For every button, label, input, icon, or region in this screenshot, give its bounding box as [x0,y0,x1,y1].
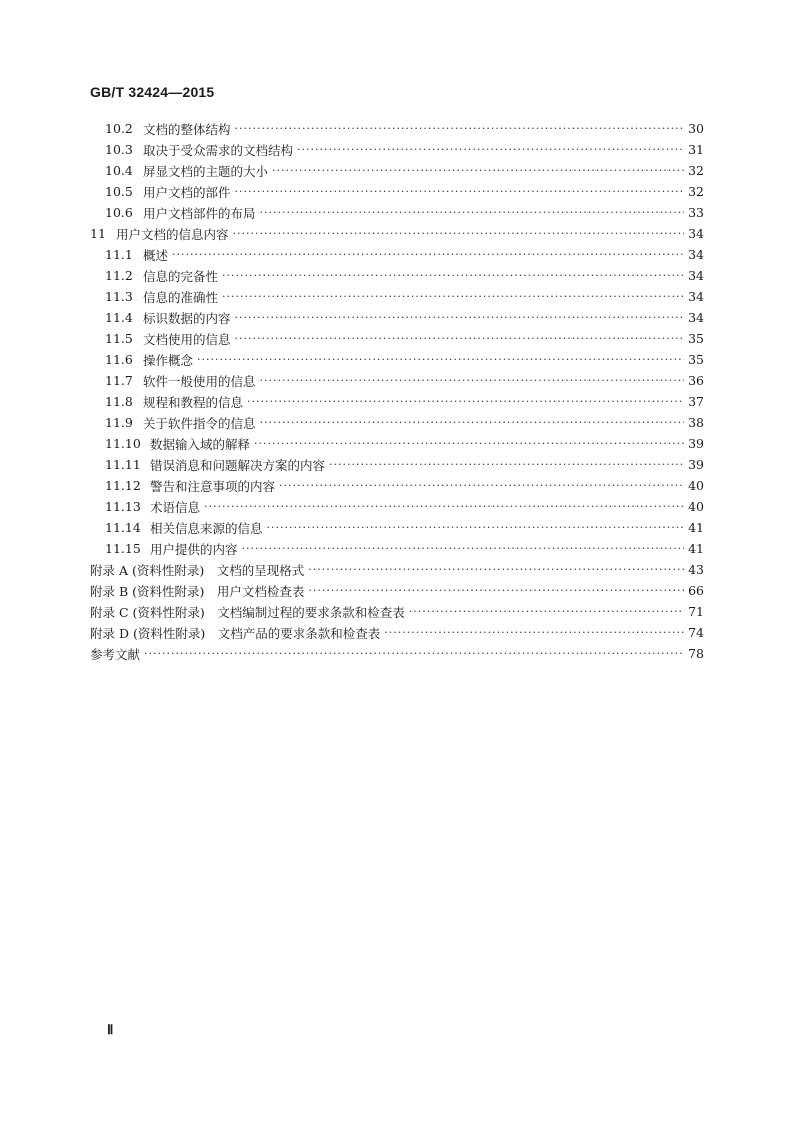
toc-entry-title: 用户文档的信息内容 [116,226,229,242]
toc-leader-dots [233,227,684,240]
toc-entry-title: 取决于受众需求的文档结构 [143,142,294,158]
toc-entry-number: 11.2 [105,268,133,283]
toc-entry-page: 32 [688,184,704,199]
toc-entry-page: 66 [688,583,704,598]
toc-entry-page: 74 [688,625,704,640]
toc-entry-number: 11.1 [105,247,133,262]
toc-leader-dots [235,122,684,135]
toc-entry-number: 10.3 [105,142,133,157]
toc-entry[interactable] [90,454,704,475]
toc-leader-dots [144,647,684,660]
toc-leader-dots [222,269,684,282]
toc-entry[interactable] [90,160,704,181]
toc-entry-page: 39 [688,457,704,472]
toc-entry-title: 相关信息来源的信息 [150,520,263,536]
toc-entry-title: 规程和教程的信息 [143,394,244,410]
toc-entry-page: 33 [688,205,704,220]
toc-entry-title: 用户文档部件的布局 [143,205,256,221]
toc-entry-page: 71 [688,604,704,619]
toc-entry-title: 关于软件指令的信息 [143,415,256,431]
toc-leader-dots [204,500,684,513]
standard-code-header: GB/T 32424—2015 [90,84,215,100]
toc-entry-page: 39 [688,436,704,451]
toc-entry-number: 11 [90,226,106,241]
toc-entry[interactable] [90,643,704,664]
toc-entry-page: 34 [688,289,704,304]
toc-entry-page: 35 [688,352,704,367]
toc-entry-title: 信息的准确性 [143,289,219,305]
toc-entry[interactable] [90,601,704,622]
toc-leader-dots [260,374,684,387]
toc-entry-number: 11.3 [105,289,133,304]
toc-entry-title: 数据输入域的解释 [150,436,251,452]
toc-entry-number: 11.7 [105,373,133,388]
toc-entry-page: 32 [688,163,704,178]
toc-entry[interactable] [90,433,704,454]
toc-leader-dots [260,416,684,429]
toc-entry-title: 参考文献 [90,646,141,662]
toc-entry-page: 41 [688,520,704,535]
toc-entry-page: 40 [688,478,704,493]
toc-entry-page: 78 [688,646,704,661]
toc-entry-title: 附录 B (资料性附录) 用户文档检查表 [90,583,305,599]
toc-leader-dots [409,605,684,618]
toc-leader-dots [279,479,684,492]
table-of-contents [90,118,704,664]
toc-entry-page: 37 [688,394,704,409]
toc-entry[interactable] [90,118,704,139]
toc-entry-page: 41 [688,541,704,556]
toc-entry-page: 40 [688,499,704,514]
toc-entry-title: 屏显文档的主题的大小 [143,163,269,179]
toc-entry[interactable] [90,181,704,202]
toc-entry-title: 概述 [143,247,169,263]
toc-entry-page: 38 [688,415,704,430]
toc-entry[interactable] [90,202,704,223]
toc-entry-number: 11.9 [105,415,133,430]
toc-leader-dots [260,206,684,219]
toc-entry-number: 11.13 [105,499,141,514]
toc-leader-dots [297,143,684,156]
toc-entry[interactable] [90,286,704,307]
toc-entry-number: 11.14 [105,520,141,535]
toc-entry-title: 警告和注意事项的内容 [150,478,276,494]
toc-entry[interactable] [90,391,704,412]
toc-entry[interactable] [90,223,704,244]
toc-entry[interactable] [90,307,704,328]
toc-leader-dots [222,290,684,303]
toc-leader-dots [247,395,684,408]
toc-entry-number: 11.5 [105,331,133,346]
toc-leader-dots [172,248,684,261]
toc-entry-page: 34 [688,268,704,283]
toc-entry-page: 36 [688,373,704,388]
toc-entry-page: 34 [688,226,704,241]
toc-entry-title: 附录 D (资料性附录) 文档产品的要求条款和检查表 [90,625,381,641]
toc-entry-page: 43 [688,562,704,577]
toc-entry-title: 文档使用的信息 [143,331,231,347]
toc-entry-title: 用户提供的内容 [150,541,238,557]
toc-entry-number: 11.11 [105,457,141,472]
toc-leader-dots [254,437,684,450]
toc-entry-page: 30 [688,121,704,136]
toc-entry[interactable] [90,475,704,496]
toc-entry[interactable] [90,328,704,349]
toc-entry-page: 34 [688,247,704,262]
toc-entry-title: 文档的整体结构 [143,121,231,137]
toc-leader-dots [235,311,684,324]
toc-leader-dots [242,542,684,555]
toc-leader-dots [272,164,684,177]
toc-entry-title: 信息的完备性 [143,268,219,284]
toc-entry[interactable] [90,139,704,160]
toc-entry[interactable] [90,349,704,370]
toc-leader-dots [329,458,684,471]
page-number-footer: Ⅱ [107,1022,114,1037]
toc-entry[interactable] [90,517,704,538]
toc-entry-number: 11.4 [105,310,133,325]
toc-entry[interactable] [90,538,704,559]
toc-entry-title: 错误消息和问题解决方案的内容 [150,457,326,473]
toc-entry-number: 10.2 [105,121,133,136]
toc-entry-number: 11.15 [105,541,141,556]
toc-entry[interactable] [90,622,704,643]
toc-leader-dots [235,332,684,345]
toc-entry-title: 附录 A (资料性附录) 文档的呈现格式 [90,562,305,578]
toc-entry[interactable] [90,412,704,433]
toc-entry[interactable] [90,580,704,601]
toc-entry-title: 标识数据的内容 [143,310,231,326]
toc-entry-page: 34 [688,310,704,325]
toc-entry-title: 术语信息 [150,499,201,515]
toc-entry-title: 用户文档的部件 [143,184,231,200]
toc-entry-title: 操作概念 [143,352,194,368]
toc-entry[interactable] [90,496,704,517]
toc-leader-dots [308,584,684,597]
toc-leader-dots [267,521,684,534]
toc-leader-dots [197,353,684,366]
toc-entry-number: 10.6 [105,205,133,220]
toc-entry-number: 11.10 [105,436,141,451]
toc-leader-dots [235,185,684,198]
toc-entry-number: 10.5 [105,184,133,199]
toc-leader-dots [384,626,684,639]
toc-entry-page: 35 [688,331,704,346]
toc-entry[interactable] [90,244,704,265]
toc-entry[interactable] [90,265,704,286]
toc-entry-number: 10.4 [105,163,133,178]
toc-entry-number: 11.6 [105,352,133,367]
toc-entry[interactable] [90,559,704,580]
toc-entry-page: 31 [688,142,704,157]
toc-entry[interactable] [90,370,704,391]
toc-leader-dots [308,563,684,576]
toc-entry-number: 11.12 [105,478,141,493]
toc-entry-title: 软件一般使用的信息 [143,373,256,389]
toc-entry-number: 11.8 [105,394,133,409]
toc-entry-title: 附录 C (资料性附录) 文档编制过程的要求条款和检查表 [90,604,405,620]
